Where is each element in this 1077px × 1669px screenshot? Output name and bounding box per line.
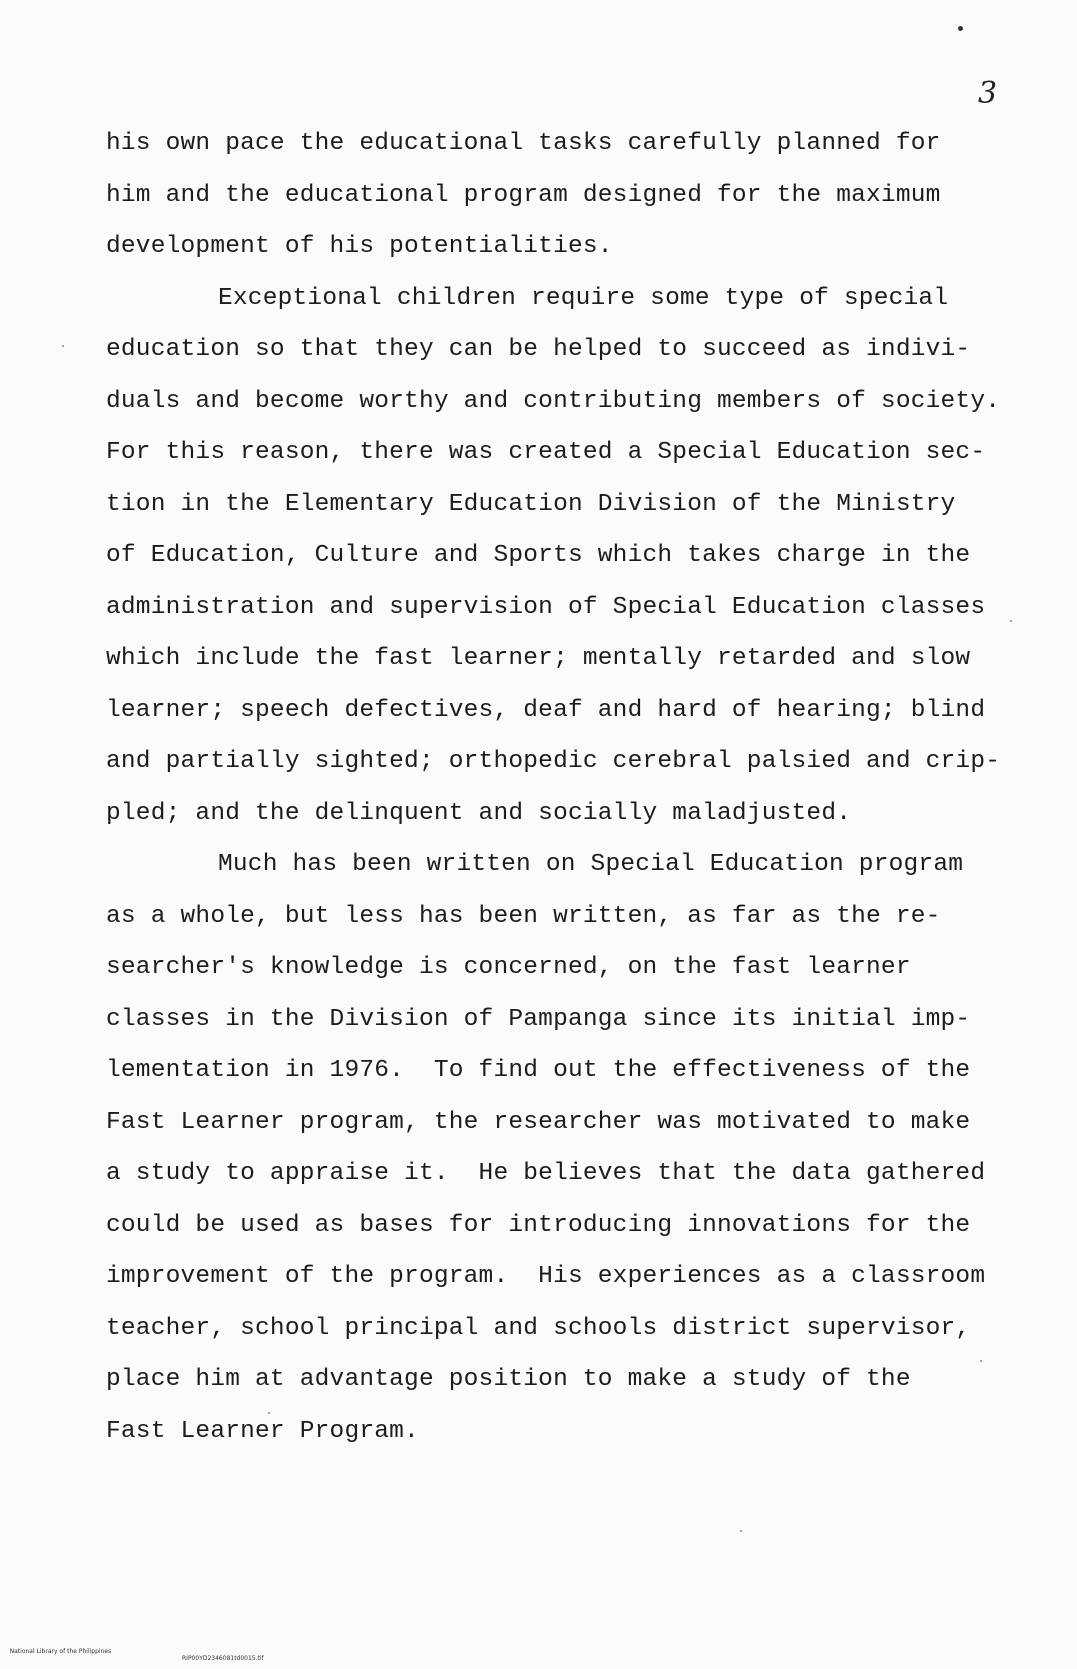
text-line: him and the educational program designed for the maximum <box>106 181 941 209</box>
scan-speck <box>958 26 963 31</box>
text-line: lementation in 1976. To find out the effectiveness of the <box>106 1057 971 1084</box>
text-line: duals and become worthy and contributing members of society. <box>106 387 1001 415</box>
text-line: education so that they can be helped to succeed as indivi- <box>106 336 971 363</box>
scan-speck <box>740 1530 742 1532</box>
scan-footer <box>2 1641 264 1669</box>
text-line: administration and supervision of Special Education classes <box>106 593 986 621</box>
text-line: Exceptional children require some type of special <box>218 284 949 312</box>
text-line: his own pace the educational tasks carefully planned for <box>106 130 941 157</box>
footer-library: National Library of the Philippines <box>9 1648 112 1655</box>
text-line: Fast Learner Program. <box>106 1417 419 1445</box>
text-line: place him at advantage position to make a study of the <box>106 1366 911 1393</box>
page-number: 3 <box>978 76 998 111</box>
text-line: as a whole, but less has been written, as far as the re- <box>106 902 941 930</box>
text-line: development of his potentialities. <box>106 233 613 260</box>
text-line: could be used as bases for introducing innovations for the <box>106 1211 971 1239</box>
text-line: pled; and the delinquent and socially maladjusted. <box>106 799 852 827</box>
text-line: which include the fast learner; mentally retarded and slow <box>106 645 971 672</box>
body-text <box>106 124 1046 1463</box>
scan-speck <box>62 345 64 347</box>
text-line: Fast Learner program, the researcher was motivated to make <box>106 1108 971 1136</box>
scan-speck <box>268 1412 270 1414</box>
text-line: tion in the Elementary Education Division of the Ministry <box>106 490 956 518</box>
text-line: For this reason, there was created a Special Education sec- <box>106 439 986 466</box>
text-line: searcher's knowledge is concerned, on the fast learner <box>106 954 911 981</box>
text-line: of Education, Culture and Sports which takes charge in the <box>106 542 971 569</box>
scan-speck <box>1010 620 1012 622</box>
text-line: improvement of the program. His experiences as a classroom <box>106 1263 986 1290</box>
text-line: learner; speech defectives, deaf and hard of hearing; blind <box>106 696 986 724</box>
text-line: Much has been written on Special Education program <box>218 851 964 878</box>
text-line: teacher, school principal and schools district supervisor, <box>106 1314 971 1342</box>
text-line: a study to appraise it. He believes that the data gathered <box>106 1160 986 1187</box>
footer-file: RIP00YD2346081td0015.tif <box>182 1655 264 1662</box>
scan-speck <box>980 1360 982 1362</box>
text-line: and partially sighted; orthopedic cerebral palsied and crip- <box>106 748 1001 775</box>
text-line: classes in the Division of Pampanga since its initial imp- <box>106 1005 971 1033</box>
